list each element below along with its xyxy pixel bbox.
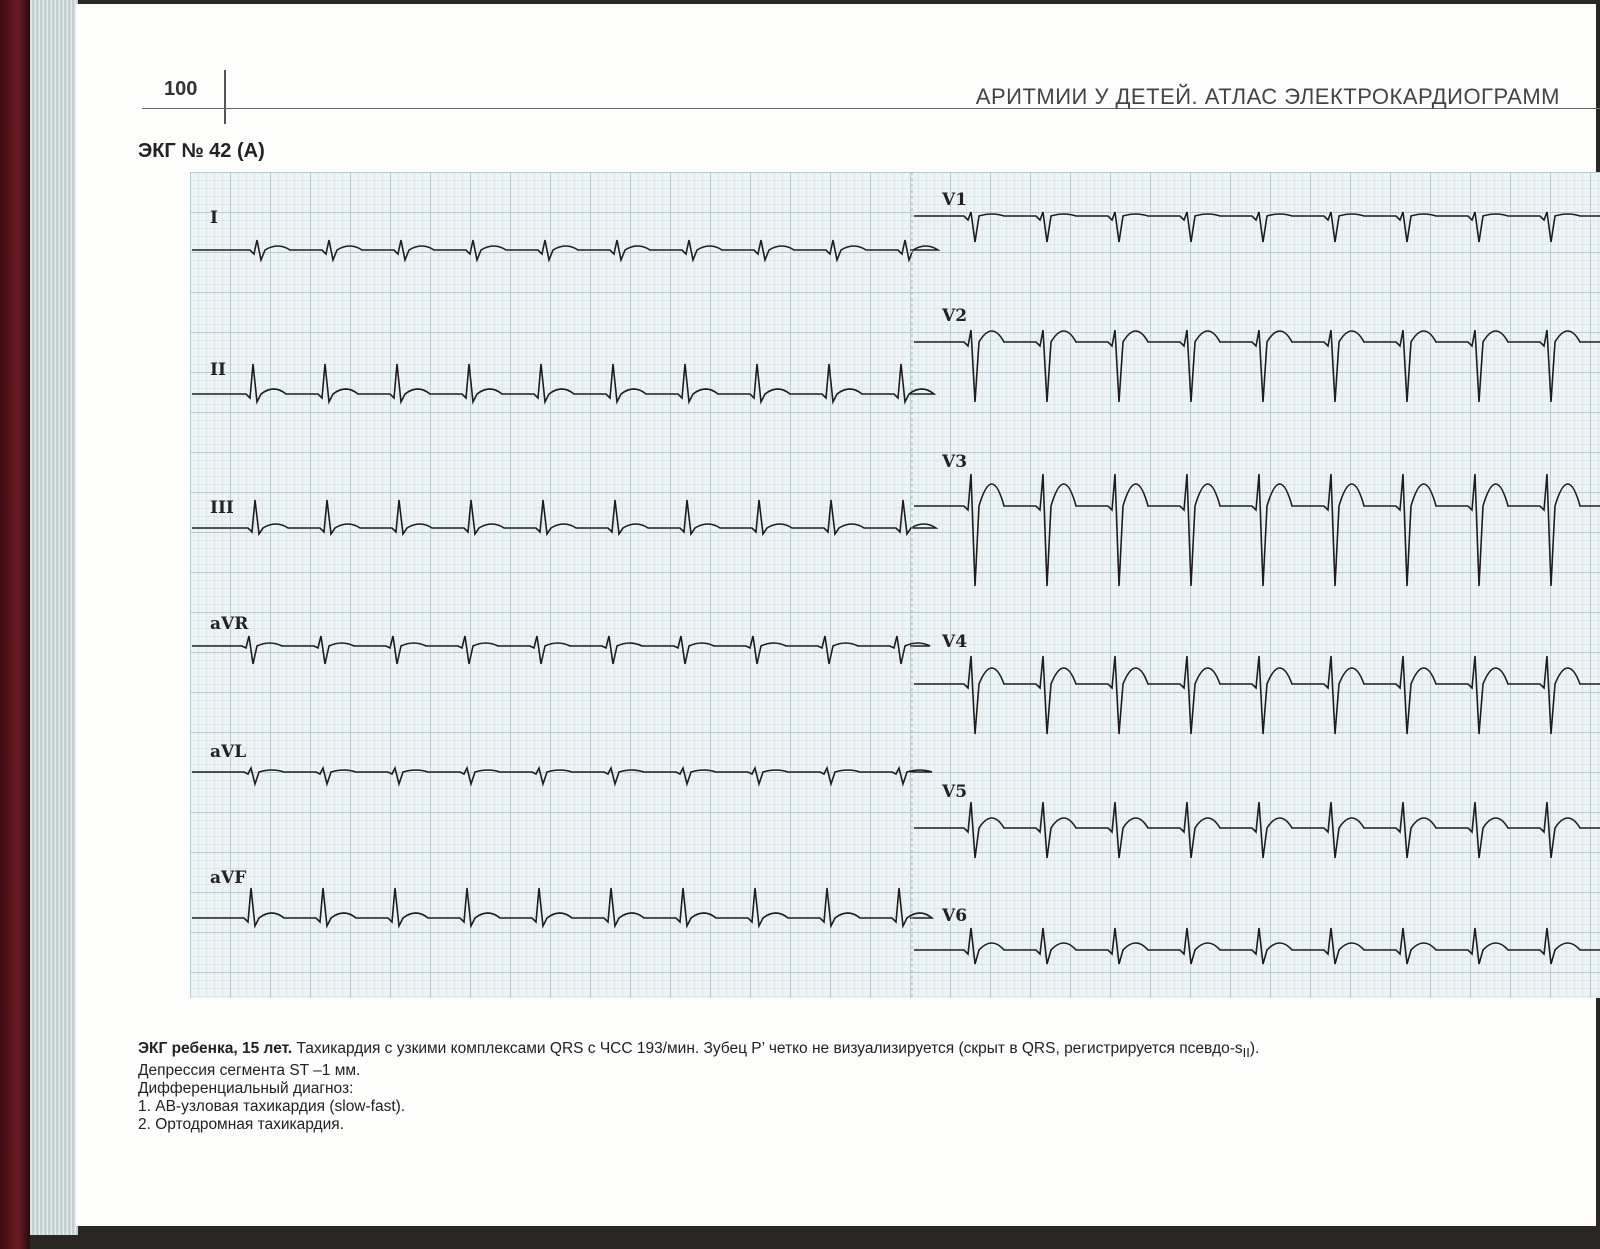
trace-iii [192,500,936,534]
trace-v5 [914,802,1600,858]
caption-line-2: Депрессия сегмента ST –1 мм. [138,1062,361,1080]
lead-label-v5: V5 [942,782,968,802]
trace-ii [192,364,934,402]
caption-subscript: II [1242,1045,1250,1061]
book-spine [0,0,30,1249]
trace-v2 [914,330,1600,402]
lead-label-v3: V3 [942,452,968,472]
lead-label-v2: V2 [942,306,968,326]
caption-bold: ЭКГ ребенка, 15 лет. [138,1040,293,1057]
trace-v4 [914,656,1600,734]
trace-avf [192,888,932,926]
lead-label-v6: V6 [942,906,968,926]
lead-label-iii: III [210,498,234,518]
lead-label-v1: V1 [942,190,968,210]
caption-line-5: 2. Ортодромная тахикардия. [138,1116,344,1134]
lead-label-i: I [210,208,218,228]
figure-caption [138,1040,1600,1134]
caption-line-1-text: Тахикардия с узкими комплексами QRS с ЧСС 193/мин. Зубец P’ четко не визуализируется (скрыт в QRS, регистрируется псевдо-s [296,1040,1243,1057]
lead-label-avf: aVF [210,868,247,888]
trace-v1 [914,212,1600,242]
caption-line-1 [138,1040,1600,1062]
ecg-traces [190,172,1600,998]
trace-v3 [914,474,1600,586]
trace-avl [192,768,932,784]
caption-line-4: 1. АВ-узловая тахикардия (slow-fast). [138,1098,406,1116]
page-edges [30,0,78,1235]
page-number: 100 [164,78,198,100]
ecg-sheet [190,172,1600,998]
lead-label-ii: II [210,360,226,380]
lead-label-v4: V4 [942,632,968,652]
lead-label-avr: aVR [210,614,249,634]
caption-line-1-end: ). [1249,1040,1260,1057]
ecg-title: ЭКГ № 42 (А) [138,140,265,162]
book-page [76,4,1596,1226]
trace-i [192,240,938,260]
running-title: АРИТМИИ У ДЕТЕЙ. АТЛАС ЭЛЕКТРОКАРДИОГРАММ [975,84,1560,109]
trace-avr [192,636,930,664]
header-divider-vertical [224,70,226,124]
caption-line-3: Дифференциальный диагноз: [138,1080,354,1098]
lead-label-avl: aVL [210,742,247,762]
trace-v6 [914,928,1600,964]
